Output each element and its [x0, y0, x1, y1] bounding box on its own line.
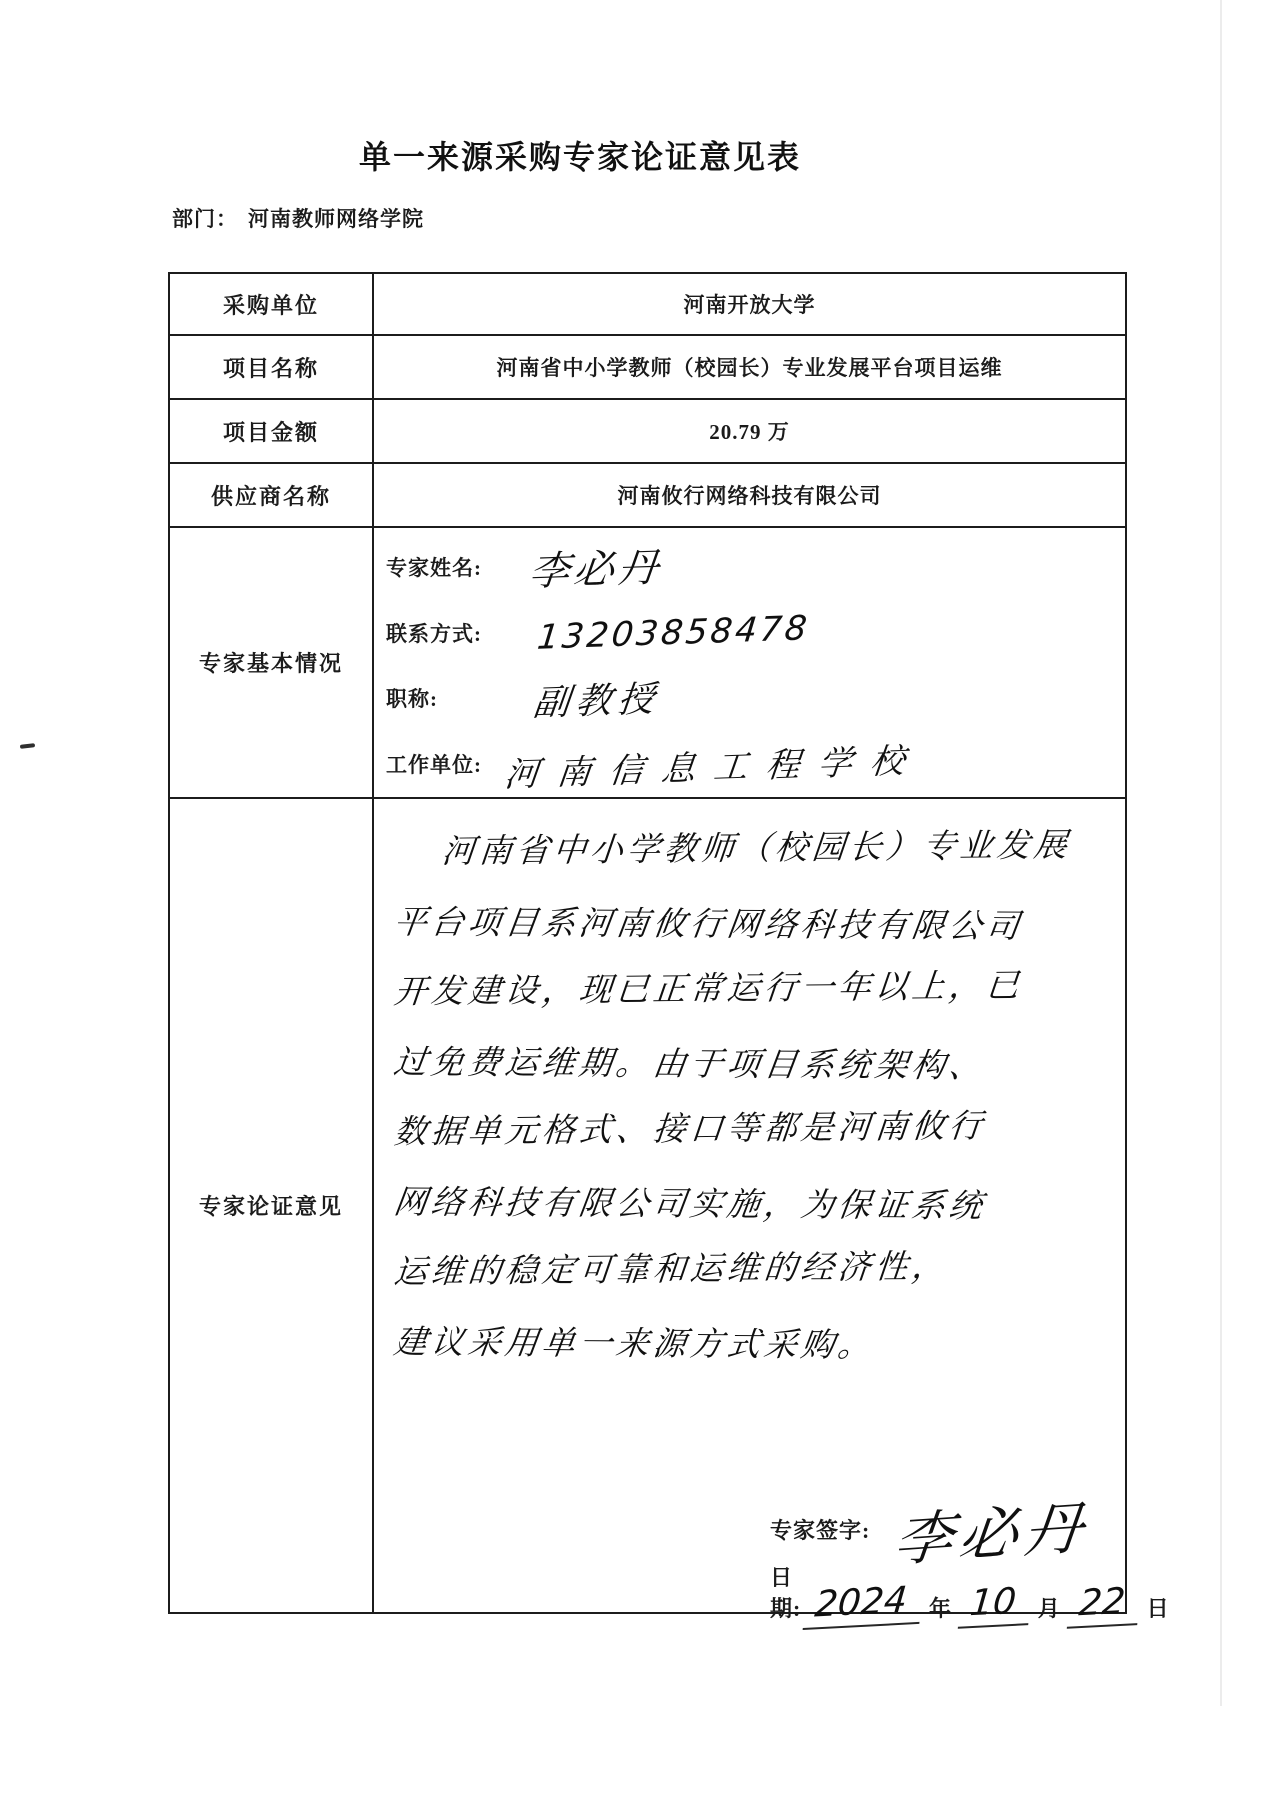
label-supplier-name-text: 供应商名称: [210, 483, 331, 509]
date-day-unit: 日: [1146, 1596, 1170, 1621]
value-project-name-text: 河南省中小学教师（校园长）专业发展平台项目运维: [496, 356, 1003, 380]
expert-title-field: [386, 666, 1125, 732]
expert-title-handwriting: 副教授: [531, 678, 663, 725]
date-row: [770, 1561, 1174, 1627]
value-project-amount-text: 20.79 万: [709, 420, 790, 444]
expert-contact-field: [386, 600, 1125, 666]
opinion-line: 网络科技有限公司实施，为保证系统: [391, 1182, 989, 1226]
date-month-handwriting: 10: [958, 1579, 1032, 1629]
opinion-line: 数据单元格式、接口等都是河南攸行: [392, 1105, 988, 1152]
expert-org-field: [386, 731, 1125, 797]
label-expert-opinion: [170, 799, 374, 1612]
date-year-handwriting: 2024: [803, 1578, 923, 1630]
scan-artifact-dash: [20, 743, 35, 749]
opinion-line: 开发建设，现已正常运行一年以上，已: [392, 965, 1025, 1012]
label-project-name-text: 项目名称: [222, 355, 319, 381]
label-project-amount: [170, 400, 374, 464]
page-title: 单一来源采购专家论证意见表: [358, 139, 801, 175]
label-purchasing-unit-text: 采购单位: [222, 292, 319, 318]
department-line: [172, 203, 424, 233]
value-supplier-name: [374, 464, 1125, 528]
expert-opinion-cell: [374, 799, 1170, 1626]
opinion-line: 平台项目系河南攸行网络科技有限公司: [391, 902, 1026, 946]
expert-signature-label: 专家签字:: [770, 1517, 871, 1543]
expert-signature-row: [770, 1487, 1093, 1575]
label-project-name: [170, 336, 374, 400]
label-supplier-name: [170, 464, 374, 528]
opinion-line: 运维的稳定可靠和运维的经济性，: [392, 1246, 951, 1292]
date-year-unit: 年: [928, 1596, 952, 1621]
expert-name-label: 专家姓名:: [386, 555, 482, 580]
opinion-line: 过免费运维期。由于项目系统架构、: [391, 1042, 989, 1086]
expert-contact-label: 联系方式:: [386, 621, 482, 646]
value-project-amount: [374, 400, 1125, 464]
scan-paper-edge: [1220, 0, 1222, 1706]
expert-name-field: [386, 534, 1125, 600]
label-purchasing-unit: [170, 274, 374, 336]
expert-title-label: 职称:: [386, 687, 438, 712]
department-label: 部门：: [172, 207, 238, 231]
date-month-unit: 月: [1037, 1596, 1061, 1621]
opinion-line: 河南省中小学教师（校园长）专业发展: [440, 824, 1073, 871]
department-value: 河南教师网络学院: [248, 207, 424, 231]
opinion-line: 建议采用单一来源方式采购。: [391, 1322, 878, 1365]
label-project-amount-text: 项目金额: [222, 419, 319, 445]
expert-contact-handwriting: 13203858478: [535, 607, 812, 658]
expert-org-label: 工作单位:: [386, 753, 482, 778]
value-purchasing-unit: [374, 274, 1125, 336]
expert-org-handwriting: 河南信息工程学校: [502, 740, 925, 795]
expert-signature-handwriting: 李必丹: [891, 1493, 1093, 1575]
label-expert-basic-info-text: 专家基本情况: [198, 651, 343, 676]
expert-name-handwriting: 李必丹: [526, 545, 665, 596]
value-supplier-name-text: 河南攸行网络科技有限公司: [617, 484, 882, 508]
date-label: 日期:: [770, 1565, 802, 1621]
date-day-handwriting: 22: [1067, 1579, 1141, 1629]
opinion-form-table: [168, 272, 1170, 1626]
label-expert-opinion-text: 专家论证意见: [198, 1194, 343, 1219]
expert-basic-info-cell: [374, 528, 1125, 799]
value-project-name: [374, 336, 1125, 400]
label-expert-basic-info: [170, 528, 374, 799]
value-purchasing-unit-text: 河南开放大学: [683, 293, 816, 317]
